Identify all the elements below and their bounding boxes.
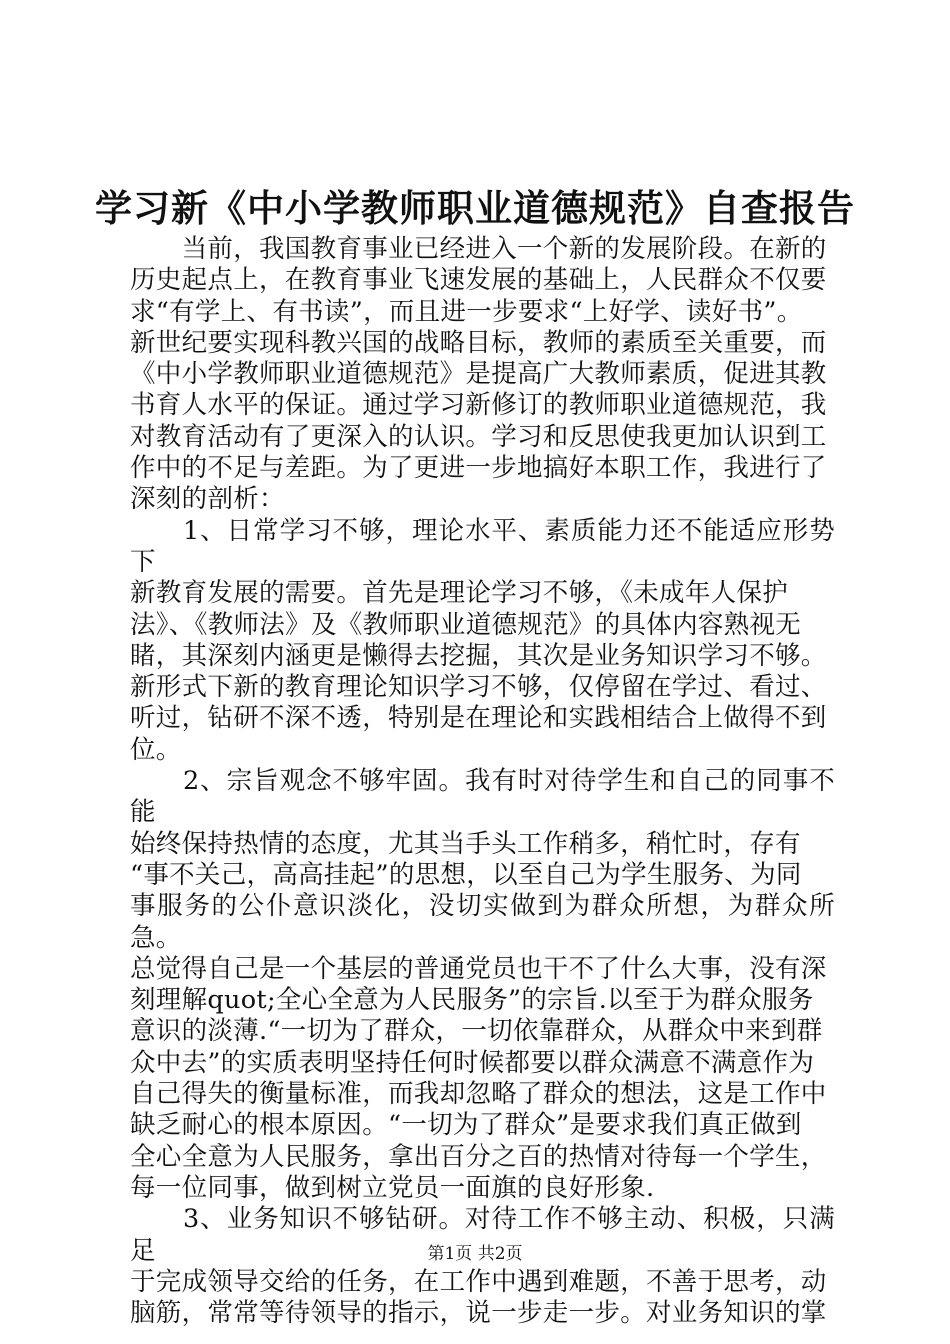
text-line: 刻理解quot;全心全意为人民服务”的宗旨.以至于为群众服务 [130, 985, 814, 1016]
text-line: 历史起点上，在教育事业飞速发展的基础上，人民群众不仅要 [130, 265, 827, 296]
text-line: 新世纪要实现科教兴国的战略目标，教师的素质至关重要，而 [130, 327, 827, 358]
text-line: “事不关己，高高挂起”的思想，以至自己为学生服务、为同 [130, 859, 802, 890]
text-line: 脑筋，常常等待领导的指示，说一步走一步。对业务知识的掌 [130, 1298, 827, 1329]
text-line: 意识的淡薄.“一切为了群众，一切依靠群众，从群众中来到群 [130, 1016, 823, 1047]
text-line: 3、业务知识不够钻研。对待工作不够主动、积极，只满足 [130, 1204, 835, 1266]
text-line: 当前，我国教育事业已经进入一个新的发展阶段。在新的 [130, 234, 827, 264]
text-line: 新形式下新的教育理论知识学习不够，仅停留在学过、看过、 [130, 672, 827, 703]
document-title: 学习新《中小学教师职业道德规范》自查报告 [95, 186, 855, 230]
page-number-footer: 第1页 共2页 [427, 1244, 523, 1264]
text-line: 事服务的公仆意识淡化，没切实做到为群众所想，为群众所急。 [130, 891, 835, 953]
text-line: 作中的不足与差距。为了更进一步地搞好本职工作，我进行了 [130, 453, 827, 484]
text-line: 全心全意为人民服务，拿出百分之百的热情对待每一个学生， [130, 1141, 827, 1172]
text-line: 深刻的剖析： [130, 484, 285, 515]
text-line: 听过，钻研不深不透，特别是在理论和实践相结合上做得不到 [130, 703, 827, 734]
text-line: 位。 [130, 734, 182, 765]
text-line: 对教育活动有了更深入的认识。学习和反思使我更加认识到工 [130, 421, 827, 452]
text-line: 自己得失的衡量标准，而我却忽略了群众的想法，这是工作中 [130, 1079, 827, 1110]
text-line: 1、日常学习不够，理论水平、素质能力还不能适应形势下 [130, 515, 835, 577]
text-line: 新教育发展的需要。首先是理论学习不够，《未成年人保护 [130, 578, 789, 609]
text-line: 法》、《教师法》及《教师职业道德规范》的具体内容熟视无 [130, 609, 802, 640]
text-line: 睹，其深刻内涵更是懒得去挖掘，其次是业务知识学习不够。 [130, 640, 827, 671]
text-line: 2、宗旨观念不够牢固。我有时对待学生和自己的同事不能 [130, 766, 835, 828]
text-line: 《中小学教师职业道德规范》是提高广大教师素质，促进其教 [130, 359, 827, 390]
text-line: 始终保持热情的态度，尤其当手头工作稍多，稍忙时，存有 [130, 828, 801, 859]
text-line: 缺乏耐心的根本原因。“一切为了群众”是要求我们真正做到 [130, 1110, 802, 1141]
text-line: 众中去”的实质表明坚持任何时候都要以群众满意不满意作为 [130, 1047, 815, 1078]
document-body [130, 234, 835, 1329]
text-line: 每一位同事，做到树立党员一面旗的良好形象. [130, 1172, 655, 1203]
text-line: 书育人水平的保证。通过学习新修订的教师职业道德规范，我 [130, 390, 827, 421]
text-line: 求“有学上、有书读”，而且进一步要求“上好学、读好书”。 [130, 296, 803, 327]
text-line: 总觉得自己是一个基层的普通党员也干不了什么大事，没有深 [130, 953, 827, 984]
text-line: 于完成领导交给的任务，在工作中遇到难题，不善于思考，动 [130, 1266, 827, 1297]
